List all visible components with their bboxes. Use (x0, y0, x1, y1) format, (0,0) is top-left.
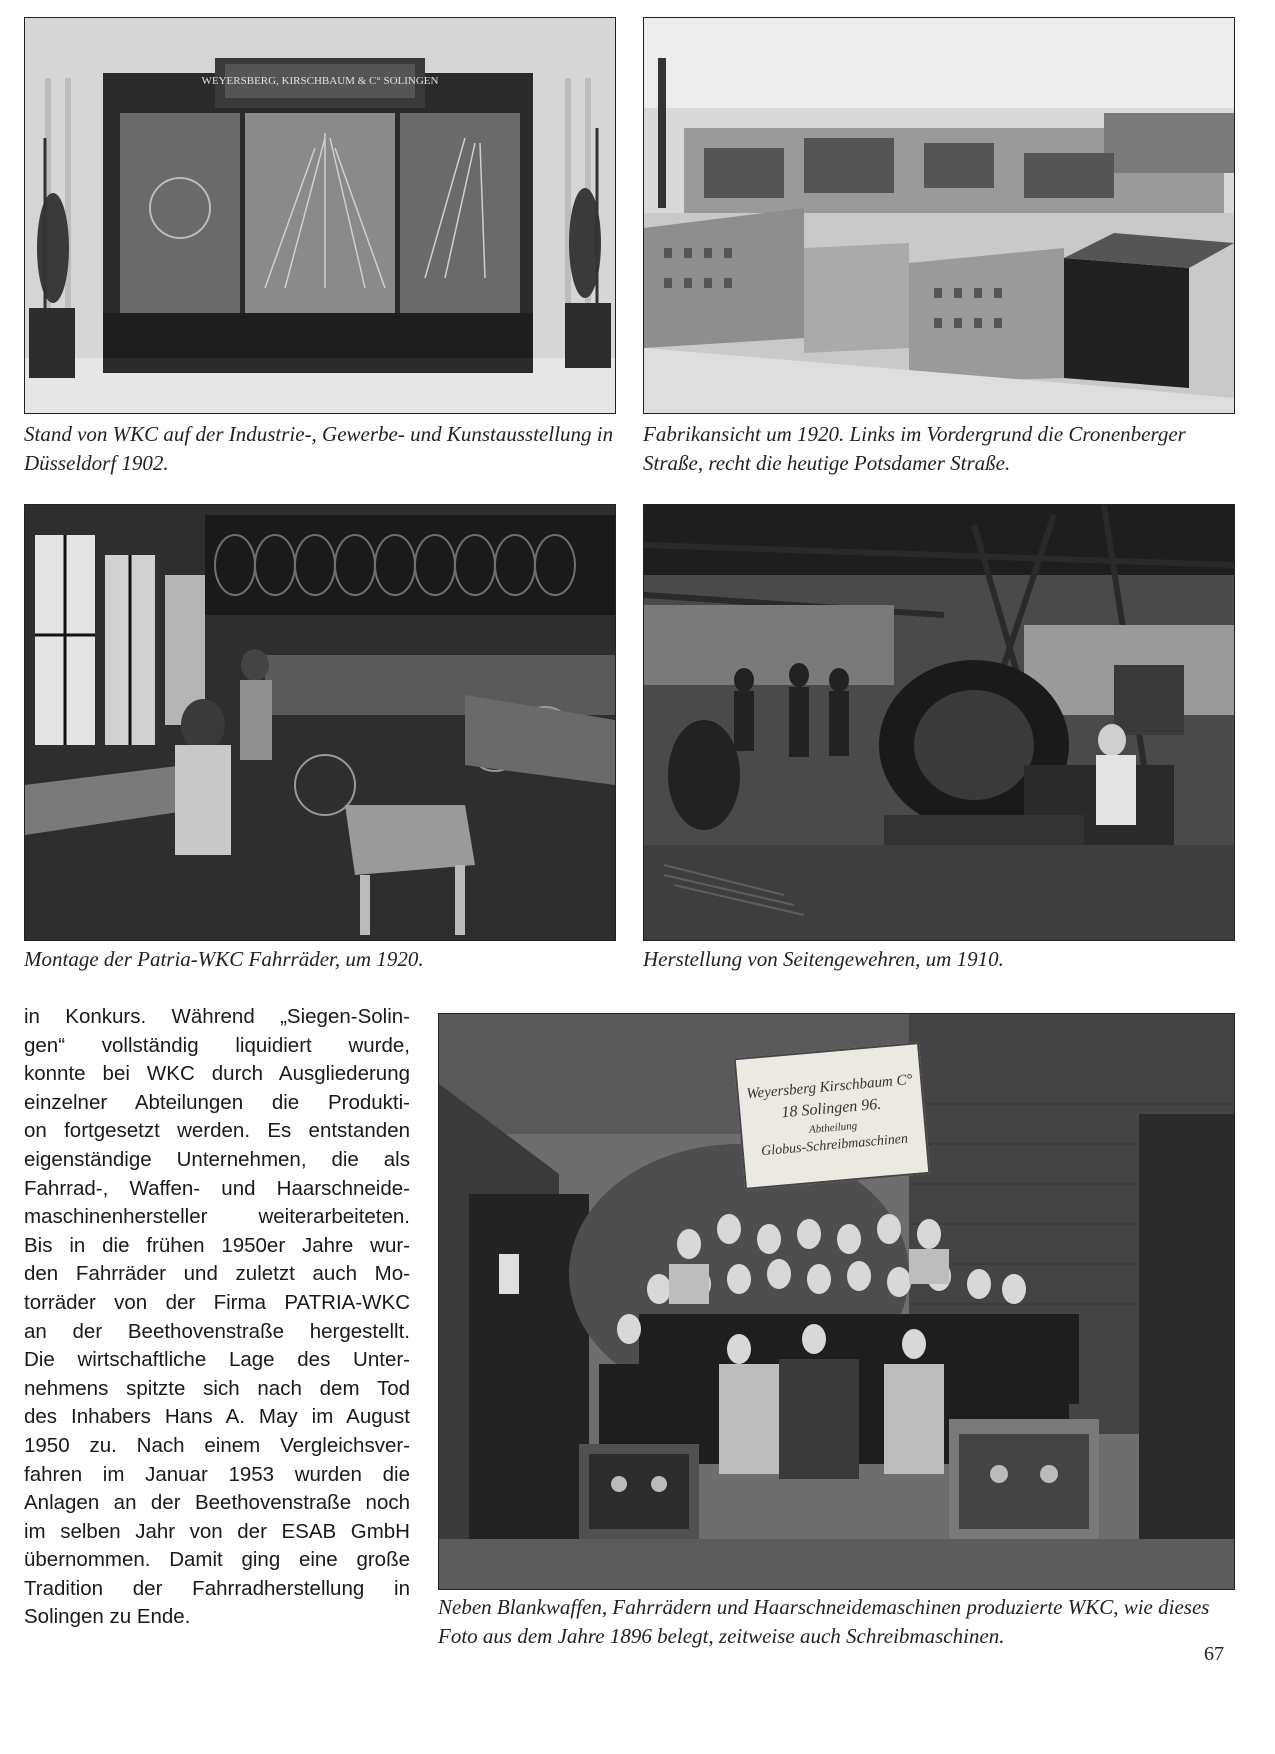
photo5-sign-line2: 18 Solingen 96. (780, 1095, 882, 1121)
body-text-line: Anlagen an der Beethovenstraße noch (24, 1491, 410, 1515)
body-text-line: gen“ vollständig liquidiert wurde, (24, 1033, 410, 1057)
photo-bayonet-manufacturing-image (644, 505, 1234, 940)
body-text-line: Fahrrad-, Waffen- und Haarschneide- (24, 1176, 410, 1200)
body-text-line: einzelner Abteilungen die Produkti- (24, 1090, 410, 1114)
photo-factory-view-image (644, 18, 1234, 413)
page-number: 67 (1204, 1643, 1224, 1665)
body-text-line: konnte bei WKC durch Ausgliederung (24, 1062, 410, 1086)
photo-exhibition-stand-image (25, 18, 615, 413)
body-text-line: in Konkurs. Während „Siegen-Solin- (24, 1005, 410, 1028)
body-text-line: im selben Jahr von der ESAB GmbH (24, 1519, 410, 1543)
photo5-sign-line1: Weyersberg Kirschbaum C° (745, 1071, 914, 1102)
body-text-line: on fortgesetzt werden. Es entstanden (24, 1119, 410, 1143)
caption-photo1: Stand von WKC auf der Industrie-, Gewerbe- und Kunstausstellung in Düsseldorf 1902. (24, 422, 614, 475)
photo-bayonet-manufacturing (643, 504, 1235, 941)
body-text-line: eigenständige Unternehmen, die als (24, 1147, 410, 1171)
photo-group-typewriters (438, 1013, 1235, 1590)
body-text-line: maschinenhersteller weiterarbeiteten. (24, 1205, 410, 1229)
body-text-line: Solingen zu Ende. (24, 1605, 191, 1629)
body-text-line: Die wirtschaftliche Lage des Unter- (24, 1348, 410, 1372)
photo-bicycle-assembly (24, 504, 616, 941)
body-text-line: nehmens spitzte sich nach dem Tod (24, 1376, 410, 1400)
body-text-line: torräder von der Firma PATRIA-WKC (24, 1290, 410, 1314)
photo-exhibition-stand (24, 17, 616, 414)
caption-photo4: Herstellung von Seitengewehren, um 1910. (643, 947, 1004, 971)
caption-photo2: Fabrikansicht um 1920. Links im Vordergrund die Cronenberger Straße, recht die heutige Potsdamer Straße. (643, 422, 1186, 475)
photo1-sign: WEYERSBERG, KIRSCHBAUM & C° SOLINGEN (201, 75, 439, 87)
body-text-line: des Inhabers Hans A. May im August (24, 1405, 410, 1429)
body-text-column (24, 1003, 410, 1632)
body-text-line: den Fahrräder und zuletzt auch Mo- (24, 1262, 410, 1286)
caption-photo3: Montage der Patria-WKC Fahrräder, um 1920. (24, 947, 424, 971)
body-text-line: übernommen. Damit ging eine große (24, 1548, 410, 1572)
body-text-line: fahren im Januar 1953 wurden die (24, 1462, 410, 1486)
photo-factory-view (643, 17, 1235, 414)
photo5-sign-line4: Globus-Schreibmaschinen (760, 1131, 909, 1159)
photo-bicycle-assembly-image (25, 505, 615, 940)
body-text-line: an der Beethovenstraße hergestellt. (24, 1319, 410, 1343)
body-text-line: Bis in die frühen 1950er Jahre wur- (24, 1233, 410, 1257)
body-text-line: Tradition der Fahrradherstellung in (24, 1576, 410, 1600)
photo5-sign-line3: Abtheilung (808, 1119, 858, 1136)
photo5-sign (734, 1042, 931, 1190)
body-text-line: 1950 zu. Nach einem Vergleichsver- (24, 1433, 410, 1457)
caption-photo5: Neben Blankwaffen, Fahrrädern und Haarschneidemaschinen produzierte WKC, wie dieses Foto aus dem Jahre 1896 belegt, zeitweise auch Schreibmaschinen. (438, 1595, 1210, 1648)
